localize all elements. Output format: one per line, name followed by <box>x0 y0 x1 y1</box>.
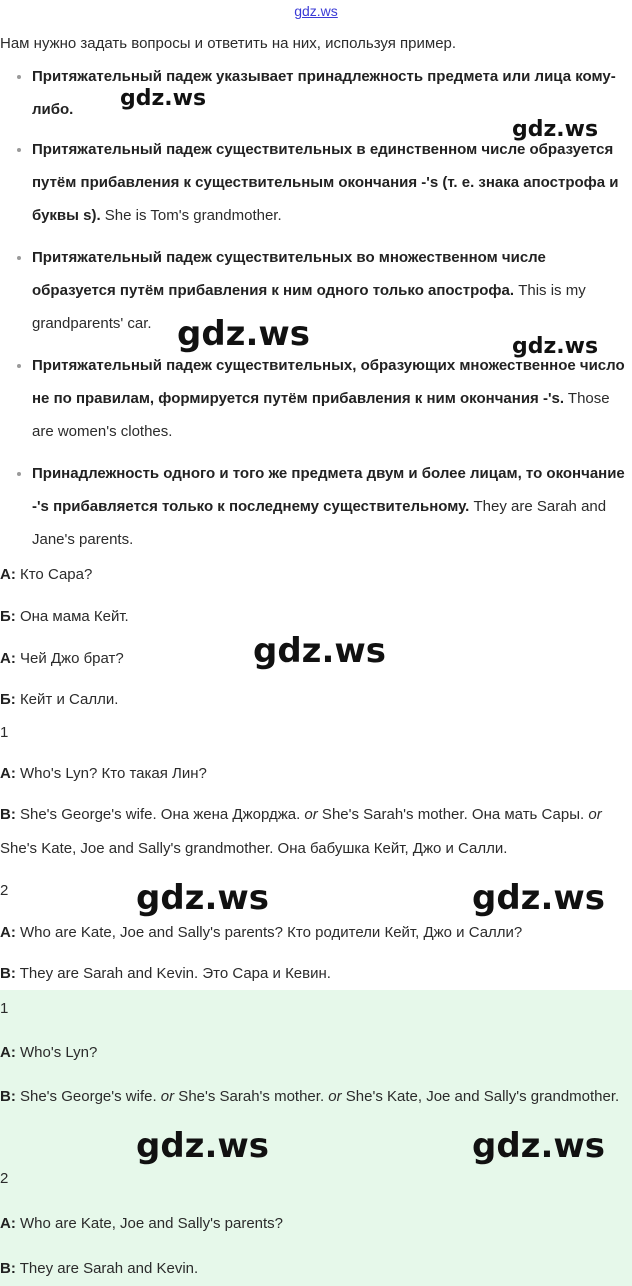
speaker-label: А: <box>0 566 16 583</box>
rule-item <box>0 457 632 556</box>
rule-item <box>0 133 632 232</box>
speaker-label: Б: <box>0 691 16 708</box>
speaker-label: A: <box>0 1044 16 1061</box>
item-number: 1 <box>0 1000 9 1017</box>
dialog-text: Кто Сара? <box>15 566 93 583</box>
watermark: gdz.ws <box>177 314 311 354</box>
rule-item <box>0 349 632 448</box>
watermark: gdz.ws <box>472 878 606 918</box>
or-word: or <box>304 806 318 823</box>
speaker-label: A: <box>0 924 16 941</box>
speaker-label: B: <box>0 965 16 982</box>
watermark: gdz.ws <box>136 878 270 918</box>
answer-line <box>0 1258 198 1280</box>
answer-line <box>0 1080 628 1114</box>
question-text: Who's Lyn? <box>15 1044 98 1061</box>
watermark: gdz.ws <box>253 631 387 671</box>
dialog-line <box>0 606 129 628</box>
dialog-line <box>0 689 118 711</box>
answer-line <box>0 798 628 866</box>
answer-text: She's Kate, Joe and Sally's grandmother. Она бабушка Кейт, Джо и Салли. <box>0 840 508 857</box>
question-text: Who are Kate, Joe and Sally's parents? <box>15 1215 284 1232</box>
or-word: or <box>588 806 602 823</box>
answer-text: They are Sarah and Kevin. Это Сара и Кевин. <box>15 965 331 982</box>
rule-text: Притяжательный падеж существительных в единственном числе образуется путём прибавления к существительным окончания -'s (т. е. знака апострофа и буквы s). <box>32 141 619 224</box>
rule-example: They are Sarah and Jane's parents. <box>32 498 607 548</box>
item-number: 2 <box>0 882 9 899</box>
rule-text: Притяжательный падеж существительных во множественном числе образуется путём прибавления к ним одного только апострофа. <box>32 249 546 299</box>
speaker-label: A: <box>0 1215 16 1232</box>
item-number: 2 <box>0 1170 9 1187</box>
rule-text: Принадлежность одного и того же предмета двум и более лицам, то окончание -'s прибавляется только к последнему существительному. <box>32 465 625 515</box>
speaker-label: B: <box>0 1088 16 1105</box>
rule-text: Притяжательный падеж указывает принадлежность предмета или лица кому-либо. <box>32 68 616 118</box>
answer-text: They are Sarah and Kevin. <box>15 1260 199 1277</box>
watermark: gdz.ws <box>472 1126 606 1166</box>
answer-line <box>0 963 331 985</box>
or-word: or <box>160 1088 175 1105</box>
watermark: gdz.ws <box>512 117 599 142</box>
answer-text: She's Kate, Joe and Sally's grandmother. <box>341 1088 620 1105</box>
dialog-text: Чей Джо брат? <box>15 650 124 667</box>
speaker-label: B: <box>0 1260 16 1277</box>
dialog-text: Она мама Кейт. <box>15 608 129 625</box>
watermark: gdz.ws <box>512 334 599 359</box>
question-line <box>0 763 207 785</box>
answer-text: She's George's wife. Она жена Джорджа. <box>15 806 305 823</box>
answer-text: She's George's wife. <box>15 1088 161 1105</box>
dialog-line <box>0 564 92 586</box>
speaker-label: A: <box>0 765 16 782</box>
speaker-label: Б: <box>0 608 16 625</box>
item-number: 1 <box>0 724 9 741</box>
site-link[interactable]: gdz.ws <box>294 3 338 19</box>
answer-text: She's Sarah's mother. Она мать Сары. <box>317 806 589 823</box>
or-word: or <box>328 1088 342 1105</box>
answer-text: She's Sarah's mother. <box>174 1088 329 1105</box>
watermark: gdz.ws <box>120 86 207 111</box>
rule-example: This is my grandparents' car. <box>32 282 586 332</box>
dialog-line <box>0 648 124 670</box>
question-text: Who are Kate, Joe and Sally's parents? Кто родители Кейт, Джо и Салли? <box>15 924 523 941</box>
rule-item <box>0 241 632 340</box>
question-line <box>0 1042 97 1064</box>
rule-example: Those are women's clothes. <box>32 390 610 440</box>
dialog-text: Кейт и Салли. <box>15 691 119 708</box>
question-text: Who's Lyn? Кто такая Лин? <box>15 765 207 782</box>
speaker-label: B: <box>0 806 16 823</box>
intro-text: Нам нужно задать вопросы и ответить на них, используя пример. <box>0 35 457 52</box>
question-line <box>0 1213 283 1235</box>
speaker-label: А: <box>0 650 16 667</box>
question-line <box>0 922 522 944</box>
rule-example: She is Tom's grandmother. <box>100 207 282 224</box>
watermark: gdz.ws <box>136 1126 270 1166</box>
rule-text: Притяжательный падеж существительных, образующих множественное число не по правилам, формируется путём прибавления к ним окончания -'s. <box>32 357 625 407</box>
